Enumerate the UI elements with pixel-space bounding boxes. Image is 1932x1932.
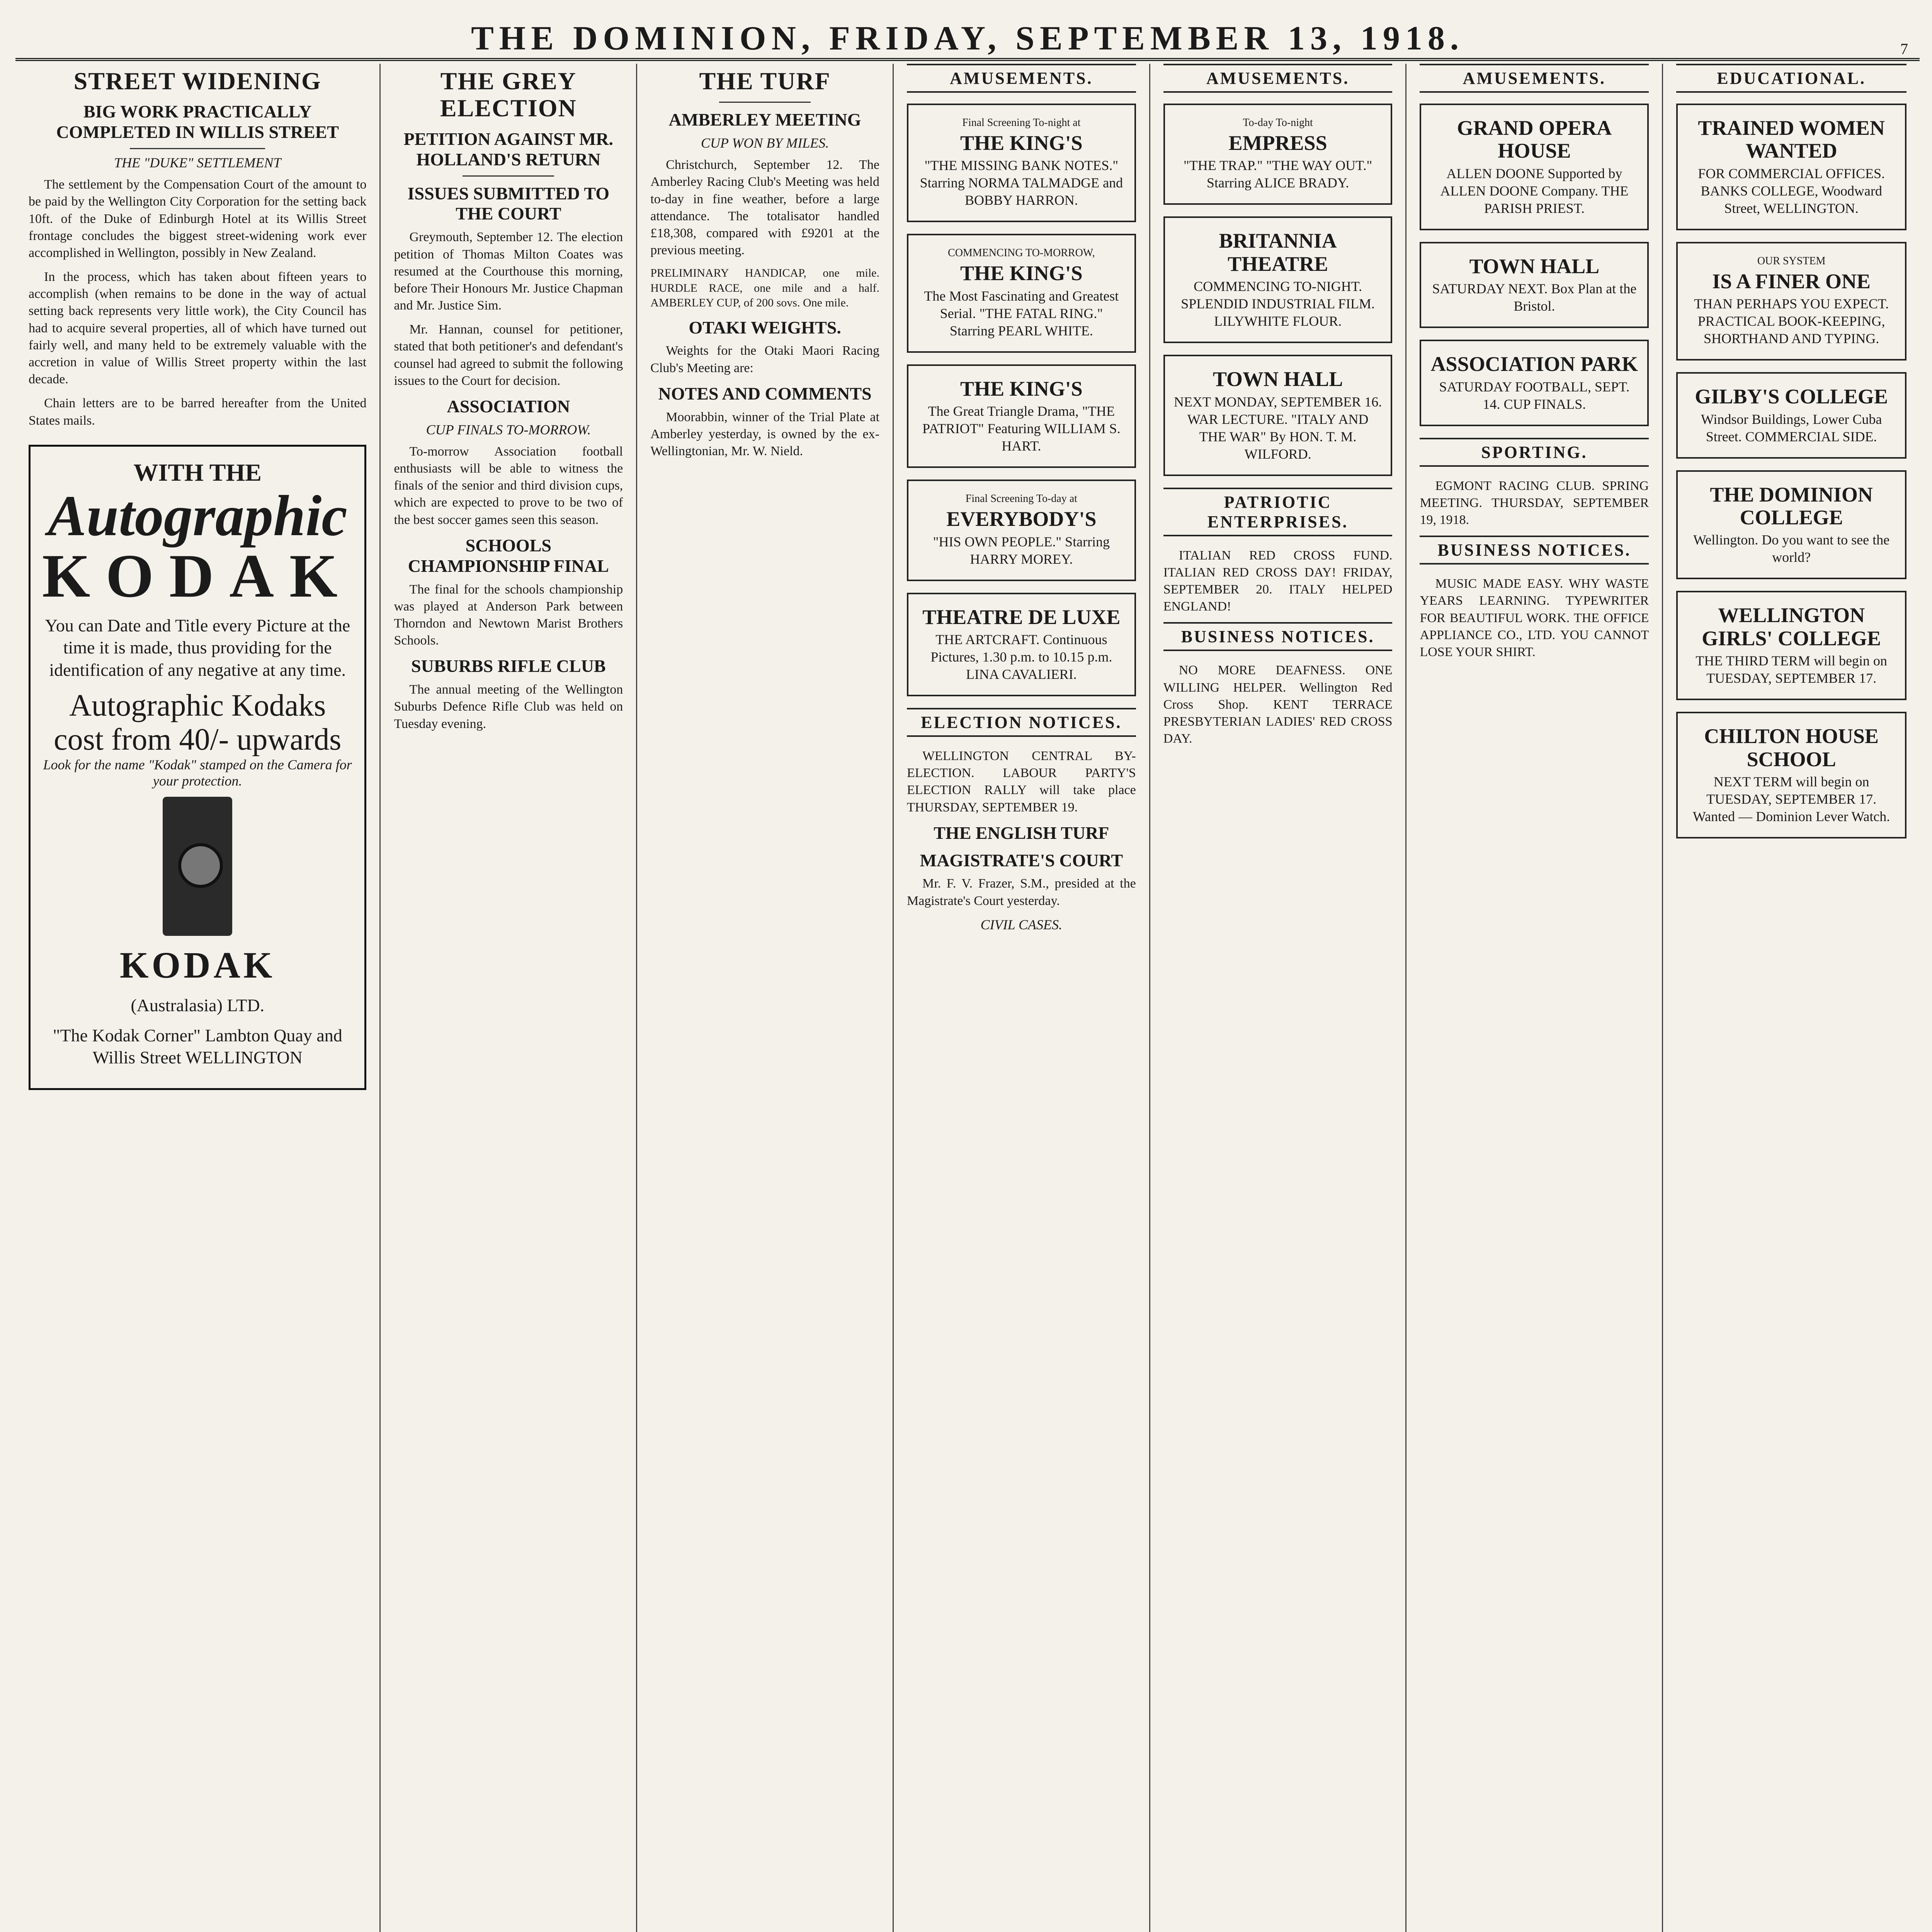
article-paragraph: Mr. F. V. Frazer, S.M., presided at the Magistrate's Court yesterday. (906, 876, 1136, 908)
headline-grey-election: THE GREY ELECTION (440, 67, 577, 122)
headline-street-widening: STREET WIDENING (73, 67, 321, 95)
masthead-title: THE DOMINION, FRIDAY, SEPTEMBER 13, 1918. (471, 20, 1464, 57)
advertisement: BRITANNIA THEATRE COMMENCING TO-NIGHT. SPLENDID INDUSTRIAL FILM. LILYWHITE FLOUR. (1163, 216, 1393, 343)
article-paragraph: NO MORE DEAFNESS. ONE WILLING HELPER. Wellington Red Cross Shop. KENT TERRACE PRESBYTERIAN LADIES' RED CROSS DAY. (1163, 663, 1393, 746)
headline-association: ASSOCIATION (447, 396, 570, 417)
divider (719, 102, 811, 103)
advertisement: OUR SYSTEM IS A FINER ONE THAN PERHAPS YOU EXPECT. PRACTICAL BOOK-KEEPING, SHORTHAND AND TYPING. (1676, 242, 1906, 361)
article-paragraph: Christchurch, September 12. The Amberley Racing Club's Meeting was held to-day in fine weather, before a large attendance. The totalisator handled £18,308, compared with £9201 at the previous meeting. (650, 158, 879, 258)
subhead-civil-cases: CIVIL CASES. (980, 917, 1063, 932)
headline-schools: SCHOOLS CHAMPIONSHIP FINAL (408, 535, 609, 576)
amusements-header: AMUSEMENTS. (1163, 64, 1393, 93)
advertisement: TOWN HALL SATURDAY NEXT. Box Plan at the Bristol. (1420, 242, 1649, 328)
columns (15, 64, 1920, 1932)
masthead (15, 12, 1920, 61)
advertisement: Final Screening To-night at THE KING'S "THE MISSING BANK NOTES." Starring NORMA TALMADGE and BOBBY HARRON. (907, 104, 1136, 222)
subhead-grey-election: PETITION AGAINST MR. HOLLAND'S RETURN (403, 129, 613, 169)
amusements-header: AMUSEMENTS. (907, 64, 1136, 93)
kodak-line4: You can Date and Title every Picture at the time it is made, thus providing for the identification of any negative at any time. (45, 615, 350, 680)
subhead-association: CUP FINALS TO-MORROW. (426, 422, 591, 437)
kodak-line2: Autographic (48, 483, 347, 548)
article-paragraph: MUSIC MADE EASY. WHY WASTE YEARS LEARNING. TYPEWRITER FOR BEAUTIFUL WORK. THE OFFICE APPLIANCE CO., LTD. YOU CANNOT LOSE YOUR SHIRT. (1420, 577, 1649, 659)
article-paragraph: Moorabbin, winner of the Trial Plate at Amberley yesterday, is owned by the ex-Wellingtonian, Mr. W. Nield. (650, 410, 879, 459)
kodak-advertisement (29, 445, 366, 1090)
headline-english-turf: THE ENGLISH TURF (934, 823, 1109, 843)
article-paragraph: Chain letters are to be barred hereafter from the United States mails. (29, 396, 367, 428)
column-1 (15, 64, 381, 1932)
advertisement: GILBY'S COLLEGE Windsor Buildings, Lower Cuba Street. COMMERCIAL SIDE. (1676, 372, 1906, 458)
kodak-line5: Autographic Kodaks cost from 40/- upwards (54, 689, 342, 757)
election-notices-header: ELECTION NOTICES. (907, 708, 1136, 737)
subhead2-amberley: CUP WON BY MILES. (701, 135, 829, 151)
kodak-line6: Look for the name "Kodak" stamped on the Camera for your protection. (43, 757, 352, 789)
article-paragraph: Mr. Hannan, counsel for petitioner, stated that both petitioner's and defendant's counsel had agreed to submit the following issues to the Court for decision. (394, 322, 623, 388)
advertisement: ASSOCIATION PARK SATURDAY FOOTBALL, SEPT. 14. CUP FINALS. (1420, 340, 1649, 426)
divider (130, 148, 265, 149)
kodak-line1: WITH THE (133, 458, 262, 486)
educational-header: EDUCATIONAL. (1676, 64, 1906, 93)
article-paragraph: In the process, which has taken about fifteen years to accomplish (when remains to be done in the way of actual setting back represents very little work), the City Council has had to acquire several properties, all of which have turned out fairly well, and many held to be extremely valuable with the accretion in value of Willis Street property within the last decade. (29, 270, 367, 387)
headline-magistrates-court: MAGISTRATE'S COURT (920, 850, 1123, 870)
subhead-street-widening: BIG WORK PRACTICALLY COMPLETED IN WILLIS STREET (56, 102, 339, 142)
column-3 (637, 64, 894, 1932)
advertisement: THEATRE DE LUXE THE ARTCRAFT. Continuous Pictures, 1.30 p.m. to 10.15 p.m. LINA CAVALIERI. (907, 593, 1136, 696)
headline-turf: THE TURF (699, 67, 831, 95)
advertisement: TRAINED WOMEN WANTED FOR COMMERCIAL OFFICES. BANKS COLLEGE, Woodward Street, WELLINGTON. (1676, 104, 1906, 230)
page-number: 7 (1900, 40, 1908, 58)
business-notices-header: BUSINESS NOTICES. (1420, 536, 1649, 565)
column-7 (1663, 64, 1920, 1932)
patriotic-header: PATRIOTIC ENTERPRISES. (1163, 488, 1393, 536)
advertisement: TOWN HALL NEXT MONDAY, SEPTEMBER 16. WAR LECTURE. "ITALY AND THE WAR" By HON. T. M. WILFORD. (1163, 355, 1393, 476)
sporting-header: SPORTING. (1420, 438, 1649, 467)
business-notices-header: BUSINESS NOTICES. (1163, 622, 1393, 651)
kodak-line7: KODAK (119, 944, 276, 986)
election-notice: WELLINGTON CENTRAL BY-ELECTION. LABOUR PARTY'S ELECTION RALLY will take place THURSDAY, SEPTEMBER 19. (906, 748, 1136, 815)
article-paragraph: The settlement by the Compensation Court of the amount to be paid by the Wellington City Corporation for the setting back 10ft. of the Duke of Edinburgh Hotel at its Willis Street frontage concludes the biggest street-widening work ever accomplished in Wellington, possibly in New Zealand. (29, 177, 367, 260)
kodak-line9: "The Kodak Corner" Lambton Quay and Willis Street WELLINGTON (53, 1025, 342, 1068)
amusements-header: AMUSEMENTS. (1420, 64, 1649, 93)
article-paragraph: The annual meeting of the Wellington Suburbs Defence Rifle Club was held on Tuesday evening. (394, 682, 623, 731)
article-paragraph: ITALIAN RED CROSS FUND. ITALIAN RED CROSS DAY! FRIDAY, SEPTEMBER 20. ITALY HELPED ENGLAND! (1163, 548, 1393, 614)
advertisement: Final Screening To-day at EVERYBODY'S "HIS OWN PEOPLE." Starring HARRY MOREY. (907, 480, 1136, 581)
advertisement: CHILTON HOUSE SCHOOL NEXT TERM will begin on TUESDAY, SEPTEMBER 17. Wanted — Dominion Lever Watch. (1676, 712, 1906, 838)
column-5 (1150, 64, 1407, 1932)
advertisement: COMMENCING TO-MORROW, THE KING'S The Most Fascinating and Greatest Serial. "THE FATAL RING." Starring PEARL WHITE. (907, 234, 1136, 352)
article-paragraph: EGMONT RACING CLUB. SPRING MEETING. THURSDAY, SEPTEMBER 19, 1918. (1420, 478, 1649, 527)
article-paragraph: To-morrow Association football enthusiasts will be able to witness the finals of the senior and third division cups, which are expected to prove to be two of the best soccer games seen this season. (394, 444, 623, 527)
subhead2-street-widening: THE "DUKE" SETTLEMENT (114, 155, 281, 171)
advertisement: THE KING'S The Great Triangle Drama, "THE PATRIOT" Featuring WILLIAM S. HART. (907, 364, 1136, 468)
divider (463, 175, 554, 177)
camera-icon (163, 797, 232, 936)
race-results: PRELIMINARY HANDICAP, one mile. HURDLE RACE, one mile and a half. AMBERLEY CUP, of 200 sovs. One mile. (650, 267, 879, 310)
headline-rifle-club: SUBURBS RIFLE CLUB (411, 656, 606, 676)
article-paragraph: The final for the schools championship was played at Anderson Park between Thorndon and Newtown Marist Brothers Schools. (394, 582, 623, 648)
column-4 (894, 64, 1150, 1932)
kodak-line8: (Australasia) LTD. (131, 995, 265, 1015)
article-paragraph: Greymouth, September 12. The election petition of Thomas Milton Coates was resumed at the Courthouse this morning, before Their Honours Mr. Justice Chapman and Mr. Justice Sim. (394, 230, 623, 313)
column-6 (1406, 64, 1663, 1932)
headline-notes: NOTES AND COMMENTS (658, 383, 872, 403)
kodak-line3: KODAK (42, 541, 353, 610)
advertisement: GRAND OPERA HOUSE ALLEN DOONE Supported by ALLEN DOONE Company. THE PARISH PRIEST. (1420, 104, 1649, 230)
article-paragraph: Weights for the Otaki Maori Racing Club's Meeting are: (650, 344, 879, 375)
headline-otaki: OTAKI WEIGHTS. (689, 317, 841, 337)
advertisement: To-day To-night EMPRESS "THE TRAP." "THE WAY OUT." Starring ALICE BRADY. (1163, 104, 1393, 205)
advertisement: WELLINGTON GIRLS' COLLEGE THE THIRD TERM will begin on TUESDAY, SEPTEMBER 17. (1676, 591, 1906, 700)
column-2 (381, 64, 637, 1932)
subhead-amberley: AMBERLEY MEETING (668, 110, 861, 130)
advertisement: THE DOMINION COLLEGE Wellington. Do you want to see the world? (1676, 470, 1906, 580)
subhead2-grey-election: ISSUES SUBMITTED TO THE COURT (407, 183, 610, 224)
